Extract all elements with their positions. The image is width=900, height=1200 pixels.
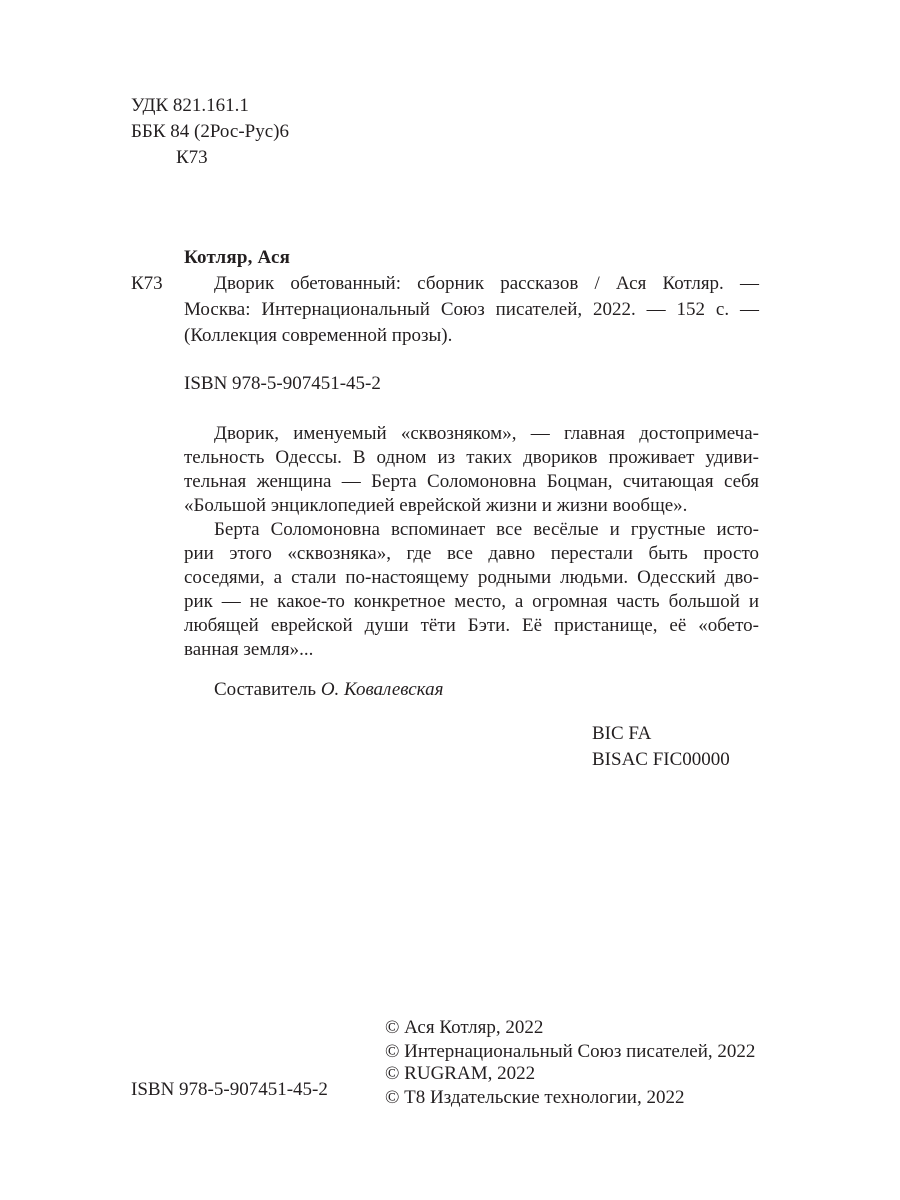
compiler-label: Составитель (214, 679, 317, 700)
copyright-line: © Т8 Издательские технологии, 2022 (385, 1087, 685, 1108)
description-line: Дворик обетованный: сборник рассказов / Ася Котляр. — (214, 273, 759, 294)
isbn-footer: ISBN 978-5-907451-45-2 (131, 1079, 328, 1100)
author-mark-top: К73 (176, 147, 208, 168)
author-mark-side: К73 (131, 273, 163, 294)
copyright-line: © RUGRAM, 2022 (385, 1063, 536, 1084)
bic-code: BIC FA (592, 723, 652, 744)
copyright-line: © Ася Котляр, 2022 (385, 1017, 544, 1038)
description-line: Москва: Интернациональный Союз писателей, 2022. — 152 с. — (184, 299, 759, 320)
annotation-line: тельная женщина — Берта Соломоновна Боцман, считающая себя (184, 471, 759, 492)
copyright-line: © Интернациональный Союз писателей, 2022 (385, 1041, 756, 1062)
compiler-name: О. Ковалевская (320, 679, 444, 700)
description-line: (Коллекция современной прозы). (184, 325, 453, 346)
annotation-line: ванная земля»... (184, 639, 314, 660)
annotation-line: Берта Соломоновна вспоминает все весёлые и грустные исто- (214, 519, 759, 540)
bbk-code: ББК 84 (2Рос-Рус)6 (131, 121, 289, 142)
isbn-card: ISBN 978-5-907451-45-2 (184, 373, 381, 394)
annotation-line: тельность Одессы. В одном из таких двориков проживает удиви- (184, 447, 759, 468)
compiler-credit (214, 680, 443, 699)
annotation-line: Дворик, именуемый «сквозняком», — главная достопримеча- (214, 423, 759, 444)
author-heading: Котляр, Ася (184, 247, 291, 268)
udk-code: УДК 821.161.1 (131, 95, 249, 116)
annotation-line: рии этого «сквозняка», где все давно перестали быть просто (184, 543, 759, 564)
annotation-line: «Большой энциклопедией еврейской жизни и жизни вообще». (184, 495, 688, 516)
annotation-line: любящей еврейской души тёти Бэти. Её пристанище, её «обето- (184, 615, 759, 636)
annotation-line: рик — не какое-то конкретное место, а огромная часть большой и (184, 591, 759, 612)
bisac-code: BISAC FIC00000 (592, 749, 730, 770)
annotation-line: соседями, а стали по-настоящему родными людьми. Одесский дво- (184, 567, 759, 588)
